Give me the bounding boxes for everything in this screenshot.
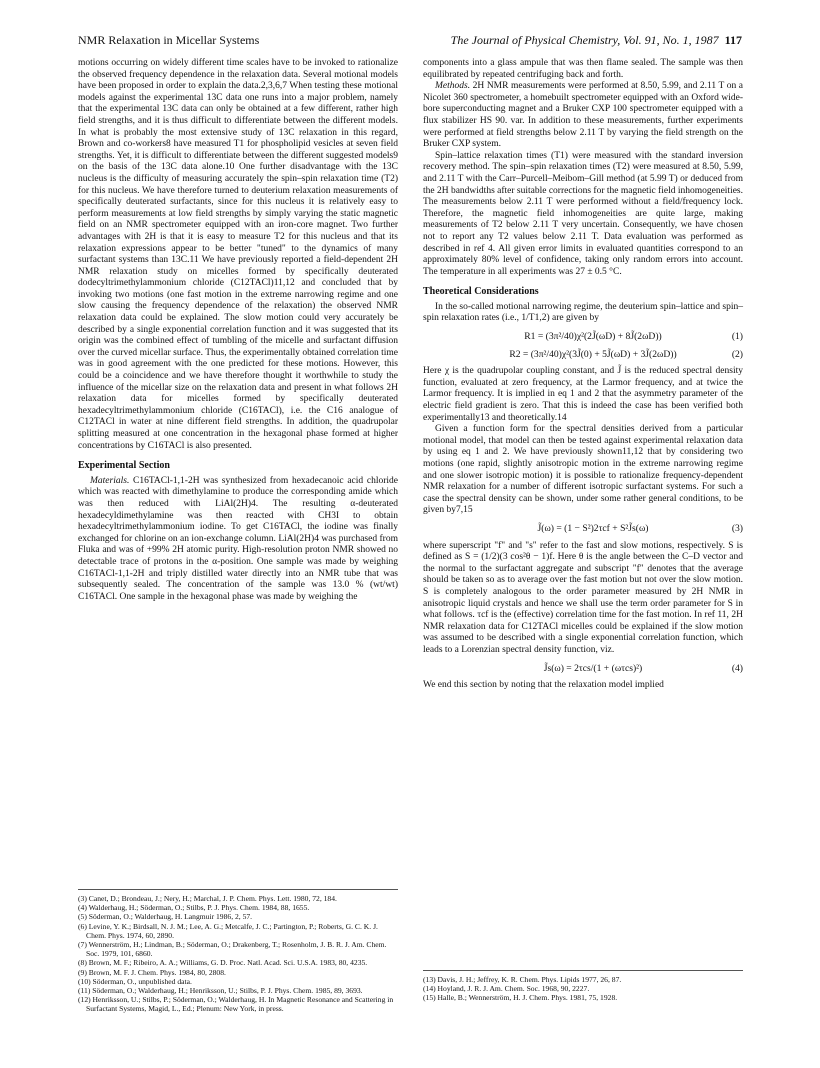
running-title: NMR Relaxation in Micellar Systems [78, 33, 260, 47]
left-column [78, 58, 398, 1014]
footnote-divider [78, 889, 398, 890]
equation-3-body: J̃(ω) = (1 − S²)2τcf + S²J̃s(ω) [537, 522, 649, 534]
right-column [423, 58, 743, 1003]
reference-item: (15) Halle, B.; Wennerström, H. J. Chem. Phys. 1981, 75, 1928. [423, 993, 618, 1003]
reference-item: (9) Brown, M. F. J. Chem. Phys. 1984, 80, 2808. [78, 967, 226, 977]
equation-2-number: (2) [731, 348, 743, 360]
reference-item: (6) Levine, Y. K.; Birdsall, N. J. M.; Lee, A. G.; Metcalfe, J. C.; Partington, P.; Roberts, G. C. K. J. Chem. Phys. 1974, 60, 2890. [78, 921, 378, 940]
equation-1 [423, 331, 743, 343]
closing-paragraph: We end this section by noting that the relaxation model implied [423, 680, 664, 691]
equation-4-body: J̃s(ω) = 2τcs/(1 + (ωτcs)²) [543, 662, 643, 674]
sample-prep-paragraph: components into a glass ampule that was then flame sealed. The sample was then equilibrated by repeated centrifuging back and forth. [423, 58, 743, 80]
quadrupolar-paragraph: Here χ is the quadrupolar coupling constant, and J̃ is the reduced spectral density function, evaluated at zero frequency, at the Larmor frequency, and at twice the Larmor frequency. It is implied in eq 1 and 2 that the asymmetry parameter of the electric field gradient is zero. That this is indeed the case has been verified both experimentally13 and theoretically.14 [423, 366, 743, 423]
equation-3-number: (3) [731, 522, 743, 534]
reference-list [78, 894, 398, 1014]
reference-item: (7) Wennerström, H.; Lindman, B.; Söderman, O.; Drakenberg, T.; Rosenholm, J. B. R. J. Am. Chem. Soc. 1979, 101, 6860. [78, 940, 387, 959]
theory-intro-paragraph: In the so-called motional narrowing regime, the deuterium spin–lattice and spin–spin relaxation rates (i.e., 1/T1,2) are given by [423, 301, 743, 324]
section-heading-theory: Theoretical Considerations [423, 286, 539, 298]
equation-4-number: (4) [731, 662, 743, 674]
materials-text: C16TACl-1,1-2H was synthesized from hexadecanoic acid chloride which was reacted with dimethylamine to produce the corresponding amide which was then reduced with LiAl(2H)4. The resulting α-deuterated hexadecyldimethylamine was then reacted with CH3I to obtain hexadecyltrimethylammonium iodine. To get C16TACl, the iodine was finally exchanged for chlorine on an ion-exchange column. LiAl(2H)4 was purchased from Fluka and was of +99% 2H atomic purity. High-resolution proton NMR showed no detectable trace of protons in the α-position. One sample was made by weighing C16TACl-1,1-2H and triply distilled water directly into an NMR tube that was subsequently sealed. The concentration of the sample was 13.0 % (wt/wt) C16TACl. One sample in the hexagonal phase was made by weighing the [78, 475, 398, 602]
reference-item: (4) Walderhaug, H.; Söderman, O.; Stilbs, P. J. Phys. Chem. 1984, 88, 1655. [78, 903, 310, 913]
equation-2-body: R2 = (3π²/40)χ²(3J̃(0) + 5J̃(ωD) + 3J̃(2ωD)) [509, 348, 677, 360]
right-footnotes [423, 964, 743, 1003]
left-footnotes [78, 883, 398, 1014]
journal-name: The Journal of Physical Chemistry, Vol. 91, No. 1, 1987 [450, 33, 719, 47]
relaxation-methods-paragraph: Spin–lattice relaxation times (T1) were measured with the standard inversion recovery method. The spin–spin relaxation times (T2) were measured at 8.50, 5.99, and 2.11 T with the Carr–Purcell–Meibom–Gill method (at 5.99 T) or deduced from the 2H bandwidths after suitable corrections for the magnetic field inhomogeneities. The measurements below 2.11 T were performed without a field/frequency lock. Therefore, the magnetic field inhomogeneities are quite large, making measurements of T2 below 2.11 T very uncertain. Consequently, we have chosen not to report any T2 values below 2.11 T. Data evaluation was performed as described in ref 4. All given error limits in evaluated quantities correspond to an approximately 80% level of confidence, taking only random errors into account. The temperature in all experiments was 27 ± 0.5 °C. [423, 150, 743, 277]
footnote-divider [423, 970, 743, 971]
page-number: 117 [724, 33, 742, 47]
reference-item: (14) Hoyland, J. R. J. Am. Chem. Soc. 1968, 90, 2227. [423, 984, 590, 994]
reference-item: (12) Henriksson, U.; Stilbs, P.; Söderman, O.; Walderhaug, H. In Magnetic Resonance and Scattering in Surfactant Systems, Magid, L., Ed.; Plenum: New York, in press. [78, 995, 394, 1014]
order-parameter-paragraph: where superscript "f" and "s" refer to the fast and slow motions, respectively. S is defined as S = (1/2)(3 cos²θ − 1)f. Here θ is the angle between the C–D vector and the normal to the surfactant aggregate and subscript "f" denotes that the average should be taken so as to average over the fast motion but not over the slow motion. S is completely analogous to the order parameter measured by 2H NMR in anisotropic liquid crystals and hence we shall use the term order parameter for S in what follows. τcf is the (effective) correlation time for the fast motion. In ref 11, 2H NMR relaxation data for C12TACl micelles could be explained if the slow motion was assumed to be described with a single exponential correlation function, which leads to a Lorenzian spectral density function, viz. [423, 540, 743, 655]
materials-paragraph [78, 476, 398, 604]
reference-item: (11) Söderman, O.; Walderhaug, H.; Henriksson, U.; Stilbs, P. J. Phys. Chem. 1985, 89, 3693. [78, 986, 363, 996]
equation-1-number: (1) [731, 331, 743, 343]
reference-list [423, 975, 743, 1003]
equation-4 [423, 663, 743, 675]
equation-1-body: R1 = (3π²/40)χ²(2J̃(ωD) + 8J̃(2ωD)) [524, 331, 662, 343]
section-heading-experimental: Experimental Section [78, 460, 170, 472]
reference-item: (3) Canet, D.; Brondeau, J.; Nery, H.; Marchal, J. P. Chem. Phys. Lett. 1980, 72, 184. [78, 894, 337, 903]
reference-item: (13) Davis, J. H.; Jeffrey, K. R. Chem. Phys. Lipids 1977, 26, 87. [423, 975, 622, 984]
intro-paragraph: motions occurring on widely different time scales have to be invoked to rationalize the observed frequency dependence in the relaxation data. Several motional models have been proposed in order to explain the data.2,3,6,7 When testing these motional models against the experimental 13C data one runs into a major problem, namely that the experimental 13C data can only be obtained at a few different, rather high field strengths, and it is thus difficult to differentiate between the different models. In what is probably the most extensive study of 13C relaxation in this regard, Brown and co-workers8 have measured T1 for phospholipid vesicles at seven field strengths. Yet, it is difficult to differentiate between the different suggested models9 on the basis of the 13C data alone.10 One further disadvantage with the 13C nucleus is the difficulty of measuring accurately the spin–spin relaxation time (T2) for this nucleus. We have therefore turned to deuterium relaxation measurements of specifically deuterated surfactants, since for this nucleus it is relatively easy to perform measurements at low field strengths by simply varying the static magnetic field on an NMR spectrometer equipped with an iron-core magnet. Two further advantages with 2H is that it is easy to measure T2 for this nucleus and that its relaxation expressions appear to be better "tuned" to the dynamics of many surfactant systems than 13C.11 We have previously reported a field-dependent 2H NMR relaxation study on micelles formed by specifically deuterated dodecyltrimethylammonium chloride (C12TACl)11,12 and concluded that by invoking two motions (one fast motion in the extreme narrowing regime and one slow causing the frequency dependence of the relaxation) the observed NMR relaxation data could be explained. The slow motion could very accurately be described by a single exponential correlation function and it was suggested that its origin was the combined effect of tumbling of the micelle and surfactant diffusion over the curved micellar surface. Thus, the experimentally obtained correlation time was in good agreement with the one predicted for these motions. However, this could be a coincidence and we have therefore thought it worthwhile to study the influence of the micellar size on the relaxation data and present in what follows 2H relaxation data for micelles formed by specifically deuterated hexadecyltrimethylammonium chloride (C16TACl), i.e. the C16 analogue of C12TACl in water at nine different field strengths. In addition, the quadrupolar splitting measured at one concentration in the hexagonal phase formed at higher concentrations by C16TACl is also presented. [78, 58, 398, 451]
methods-text: 2H NMR measurements were performed at 8.50, 5.99, and 2.11 T on a Nicolet 360 spectrometer, a homebuilt spectrometer equipped with an Oxford wide-bore superconducting magnet and a Bruker CXP 100 spectrometer equipped with a flux stabilizer HS 90. var. In addition to these measurements, further experiments were performed at field strengths below 2.11 T by varying the field strength on the Bruker CXP system. [423, 81, 743, 150]
methods-paragraph [423, 81, 743, 151]
equation-2 [423, 349, 743, 361]
journal-citation [451, 32, 742, 48]
reference-item: (10) Söderman, O., unpublished data. [78, 976, 192, 986]
reference-item: (5) Söderman, O.; Walderhaug, H. Langmuir 1986, 2, 57. [78, 912, 253, 922]
methods-lead: Methods. [435, 81, 471, 92]
equation-3 [423, 523, 743, 535]
reference-item: (8) Brown, M. F.; Ribeiro, A. A.; Williams, G. D. Proc. Natl. Acad. Sci. U.S.A. 1983, 80, 4235. [78, 958, 368, 968]
materials-lead: Materials. [90, 475, 130, 486]
spectral-density-paragraph: Given a function form for the spectral densities derived from a particular motional model, that model can then be tested against experimental relaxation data by using eq 1 and 2. We have previously shown11,12 that by considering two motions (one rapid, slightly anisotropic motion in the extreme narrowing regime and one slower isotropic motion) it is possible to rationalize frequency-dependent NMR relaxation for a number of different isotropic surfactant systems. For such a case the spectral density can be shown, under some rather general conditions, to be given by7,15 [423, 424, 743, 516]
page-header [78, 32, 742, 48]
